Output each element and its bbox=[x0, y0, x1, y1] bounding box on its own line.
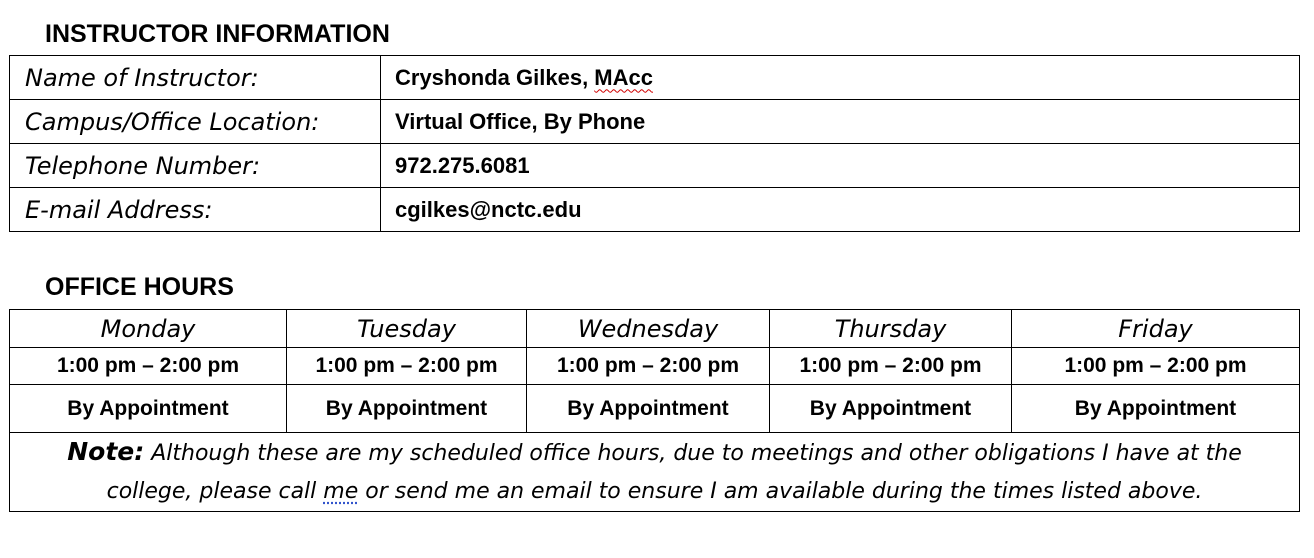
instructor-info-table bbox=[9, 55, 1300, 232]
day-monday: Monday bbox=[10, 310, 287, 348]
telephone-label: Telephone Number: bbox=[10, 144, 381, 188]
note-text-before: college, please call bbox=[106, 479, 324, 504]
telephone-value: 972.275.6081 bbox=[381, 144, 1300, 188]
email-value: cgilkes@nctc.edu bbox=[381, 188, 1300, 232]
time-thursday: 1:00 pm – 2:00 pm bbox=[770, 348, 1012, 385]
office-hours-heading: OFFICE HOURS bbox=[45, 273, 234, 301]
table-row bbox=[10, 348, 1300, 385]
note-text-underlined: me bbox=[323, 479, 359, 504]
instructor-credential-text: MAcc bbox=[594, 64, 653, 90]
office-hours-table bbox=[9, 309, 1300, 512]
availability-thursday: By Appointment bbox=[770, 385, 1012, 433]
note-text-line1: Although these are my scheduled office hours, due to meetings and other obligations I have at the bbox=[144, 441, 1242, 466]
instructor-name-label: Name of Instructor: bbox=[10, 56, 381, 100]
note-label: Note: bbox=[67, 437, 145, 466]
table-row bbox=[10, 385, 1300, 433]
time-tuesday: 1:00 pm – 2:00 pm bbox=[287, 348, 527, 385]
time-monday: 1:00 pm – 2:00 pm bbox=[10, 348, 287, 385]
table-row bbox=[10, 433, 1300, 512]
availability-wednesday: By Appointment bbox=[527, 385, 770, 433]
time-wednesday: 1:00 pm – 2:00 pm bbox=[527, 348, 770, 385]
email-label: E-mail Address: bbox=[10, 188, 381, 232]
table-row bbox=[10, 144, 1300, 188]
instructor-information-heading: INSTRUCTOR INFORMATION bbox=[45, 20, 390, 48]
table-row bbox=[10, 188, 1300, 232]
office-location-label: Campus/Office Location: bbox=[10, 100, 381, 144]
time-friday: 1:00 pm – 2:00 pm bbox=[1012, 348, 1300, 385]
day-friday: Friday bbox=[1012, 310, 1300, 348]
day-tuesday: Tuesday bbox=[287, 310, 527, 348]
office-hours-note bbox=[10, 433, 1300, 512]
office-location-value: Virtual Office, By Phone bbox=[381, 100, 1300, 144]
instructor-name-text: Cryshonda Gilkes, bbox=[395, 64, 595, 90]
note-text-after: or send me an email to ensure I am available during the times listed above. bbox=[358, 479, 1203, 504]
day-wednesday: Wednesday bbox=[527, 310, 770, 348]
table-row bbox=[10, 56, 1300, 100]
table-row bbox=[10, 100, 1300, 144]
day-thursday: Thursday bbox=[770, 310, 1012, 348]
availability-tuesday: By Appointment bbox=[287, 385, 527, 433]
availability-friday: By Appointment bbox=[1012, 385, 1300, 433]
table-row bbox=[10, 310, 1300, 348]
instructor-name-value bbox=[381, 56, 1300, 100]
availability-monday: By Appointment bbox=[10, 385, 287, 433]
